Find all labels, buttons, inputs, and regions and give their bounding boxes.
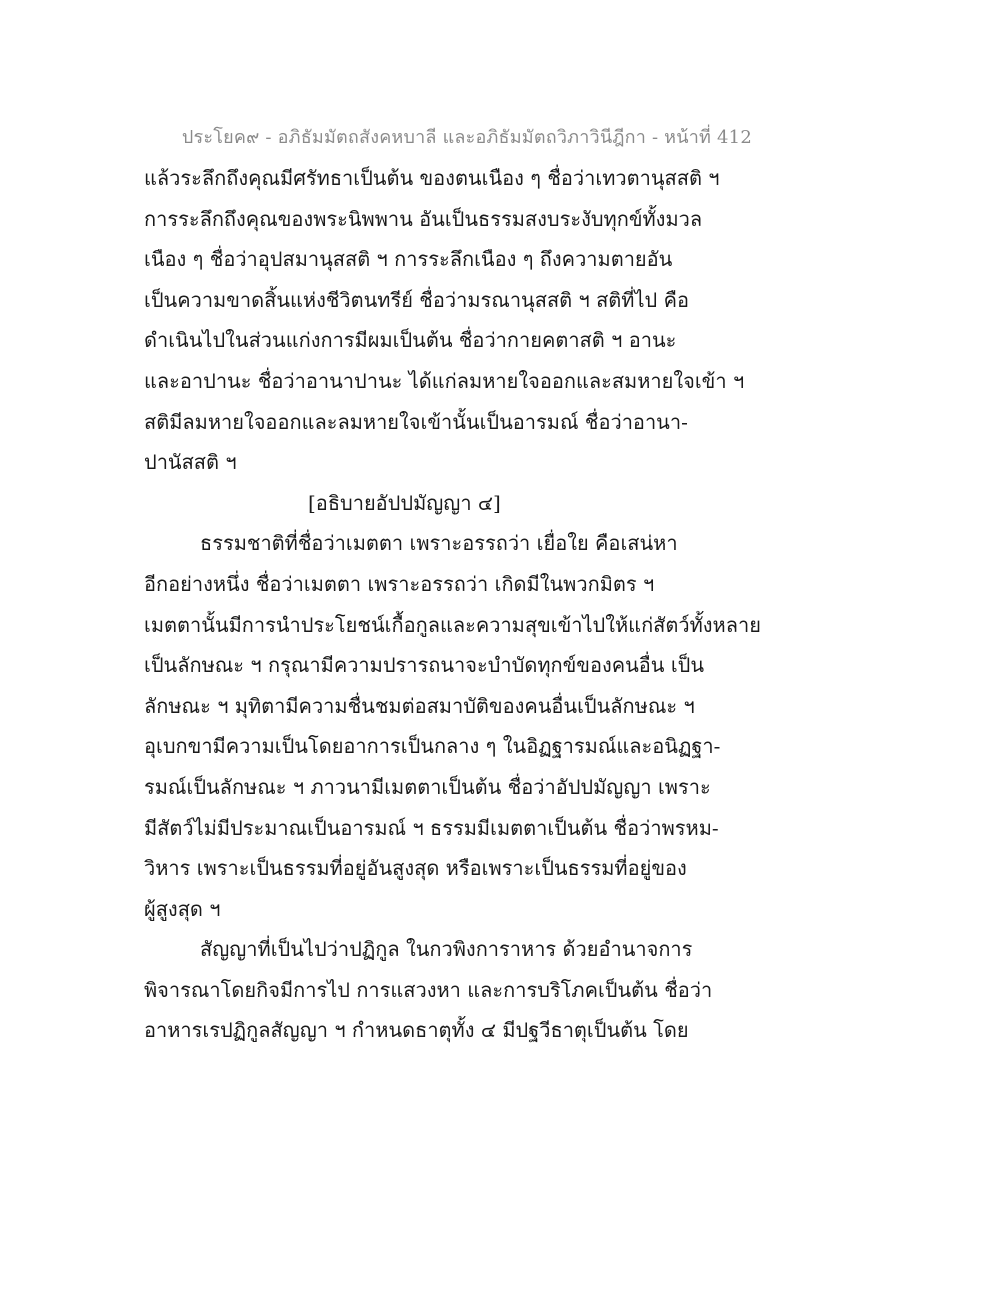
text-line-6: และอาปานะ ชื่อว่าอานาปานะ ได้แก่ลมหายใจออกและสมหายใจเข้า ฯ: [144, 368, 745, 393]
text-line-13: เป็นลักษณะ ฯ กรุณามีความปรารถนาจะบำบัดทุกข์ของคนอื่น เป็น: [144, 653, 705, 678]
text-line-18: วิหาร เพราะเป็นธรรมที่อยู่อันสูงสุด หรือเพราะเป็นธรรมที่อยู่ของ: [144, 856, 687, 881]
text-line-15: อุเบกขามีความเป็นโดยอาการเป็นกลาง ๆ ในอิฏฐารมณ์และอนิฏฐา-: [144, 734, 721, 759]
text-line-16: รมณ์เป็นลักษณะ ฯ ภาวนามีเมตตาเป็นต้น ชื่อว่าอัปปมัญญา เพราะ: [144, 774, 711, 799]
section-heading: [อธิบายอัปปมัญญา ๔]: [308, 490, 501, 515]
text-line-1: แล้วระลึกถึงคุณมีศรัทธาเป็นต้น ของตนเนือง ๆ ชื่อว่าเทวตานุสสติ ฯ: [144, 166, 720, 190]
running-header: ประโยค๙ - อภิธัมมัตถสังคหบาลี และอภิธัมมัตถวิภาวินีฎีกา - หน้าที่ 412: [181, 127, 752, 148]
text-line-2: การระลึกถึงคุณของพระนิพพาน อันเป็นธรรมสงบระงับทุกข์ทั้งมวล: [144, 206, 703, 231]
text-line-11: อีกอย่างหนึ่ง ชื่อว่าเมตตา เพราะอรรถว่า เกิดมีในพวกมิตร ฯ: [144, 571, 655, 596]
text-line-10: ธรรมชาติที่ชื่อว่าเมตตา เพราะอรรถว่า เยื่อใย คือเสน่หา: [200, 531, 678, 556]
text-line-19: ผู้สูงสุด ฯ: [144, 896, 221, 921]
text-line-7: สติมีลมหายใจออกและลมหายใจเข้านั้นเป็นอารมณ์ ชื่อว่าอานา-: [144, 409, 688, 434]
text-line-21: พิจารณาโดยกิจมีการไป การแสวงหา และการบริโภคเป็นต้น ชื่อว่า: [144, 977, 713, 1002]
text-line-8: ปานัสสติ ฯ: [144, 450, 237, 475]
text-line-5: ดำเนินไปในส่วนแก่งการมีผมเป็นต้น ชื่อว่ากายคตาสติ ฯ อานะ: [144, 328, 677, 353]
body-text: [144, 158, 764, 1051]
text-line-17: มีสัตว์ไม่มีประมาณเป็นอารมณ์ ฯ ธรรมมีเมตตาเป็นต้น ชื่อว่าพรหม-: [144, 815, 719, 840]
text-line-22: อาหารเรปฏิกูลสัญญา ฯ กำหนดธาตุทั้ง ๔ มีปฐวีธาตุเป็นต้น โดย: [144, 1018, 689, 1043]
text-line-12: เมตตานั้นมีการนำประโยชน์เกื้อกูลและความสุขเข้าไปให้แก่สัตว์ทั้งหลาย: [144, 612, 761, 637]
text-line-14: ลักษณะ ฯ มุทิตามีความชื่นชมต่อสมาบัติของคนอื่นเป็นลักษณะ ฯ: [144, 693, 695, 718]
text-line-3: เนือง ๆ ชื่อว่าอุปสมานุสสติ ฯ การระลึกเนือง ๆ ถึงความตายอัน: [144, 247, 673, 272]
text-line-4: เป็นความขาดสิ้นแห่งชีวิตนทรีย์ ชื่อว่ามรณานุสสติ ฯ สติที่ไป คือ: [144, 287, 689, 312]
text-line-20: สัญญาที่เป็นไปว่าปฏิกูล ในกวพิงการาหาร ด้วยอำนาจการ: [200, 937, 693, 962]
